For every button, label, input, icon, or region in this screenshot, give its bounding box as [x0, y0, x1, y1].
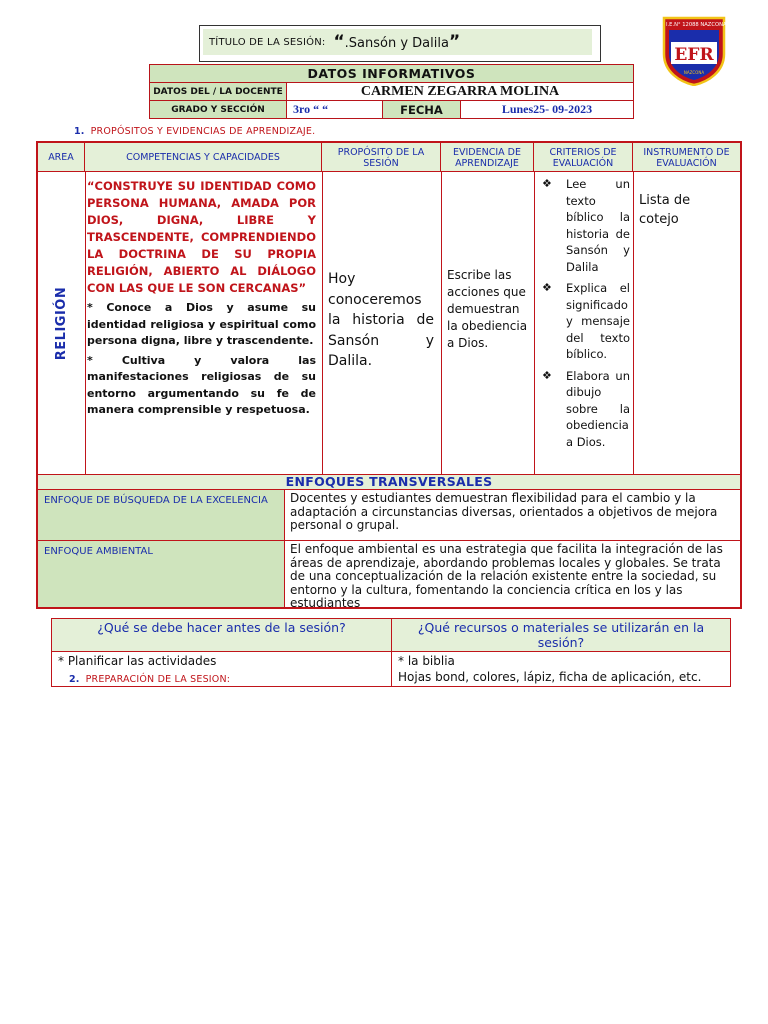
fecha-value: Lunes25- 09-2023: [461, 101, 634, 119]
diamond-bullet-icon: ❖: [542, 368, 552, 382]
diamond-bullet-icon: ❖: [542, 281, 552, 294]
purposes-evidence-table: [36, 141, 742, 609]
session-title-value: [333, 32, 460, 52]
criterio-text: Lee un texto bíblico la historia de Sansón y Dalila: [566, 177, 630, 274]
header-criterios: CRITERIOS DE EVALUACIÓN: [534, 143, 633, 172]
title-quote-close: ”: [448, 32, 461, 52]
evidencia-cell: Escribe las acciones que demuestran la obediencia a Dios.: [447, 268, 528, 350]
header-competencias: COMPETENCIAS Y CAPACIDADES: [85, 143, 322, 172]
section-1-number: 1.: [74, 126, 85, 137]
session-title-box: [199, 25, 601, 62]
logo-top-text: I.E.N° 12088 NAZCONA: [666, 22, 727, 28]
section-2-heading: [69, 674, 230, 685]
column-divider: [633, 172, 634, 474]
competencias-cell: [87, 178, 316, 419]
header-area: AREA: [38, 143, 85, 172]
grado-label: GRADO Y SECCIÓN: [150, 101, 287, 119]
column-divider: [85, 172, 86, 474]
session-title-inner: [203, 29, 592, 55]
capacidad-item: * Cultiva y valora las manifestaciones religiosas de su entorno argumentando su fe de manera comprensible y respetuosa.: [87, 353, 316, 416]
grado-value: 3ro “ “: [287, 101, 383, 119]
header-evidencia: EVIDENCIA DE APRENDIZAJE: [441, 143, 534, 172]
question-before-session: ¿Qué se debe hacer antes de la sesión?: [52, 619, 392, 652]
resource-line: * la biblia: [398, 654, 455, 668]
column-divider: [322, 172, 323, 474]
logo-bottom-text: NAZCONA: [683, 70, 705, 75]
resource-line: Hojas bond, colores, lápiz, ficha de aplicación, etc.: [398, 670, 702, 684]
enfoque-name: ENFOQUE DE BÚSQUEDA DE LA EXCELENCIA: [38, 490, 285, 540]
criterio-item: [538, 368, 630, 451]
header-instrumento: INSTRUMENTO DE EVALUACIÓN: [643, 146, 730, 169]
enfoque-row: [38, 541, 740, 610]
criterio-text: Explica el significado y mensaje del texto bíblico.: [566, 281, 630, 361]
table-header-row: [38, 143, 740, 172]
title-text: .Sansón y Dalila: [344, 36, 449, 51]
datos-heading: DATOS INFORMATIVOS: [150, 65, 634, 83]
title-quote-open: “: [333, 32, 345, 52]
area-cell: [40, 172, 84, 474]
enfoque-description: El enfoque ambiental es una estrategia que facilita la integración de las áreas de aprendizaje, abordando problemas locales y globales. Se trata de una conceptualización de la relación existente entre la sociedad, su entorno y la cultura, fomentando la conciencia crítica en los y las estudiantes: [290, 542, 723, 610]
area-label: RELIGIÓN: [54, 286, 70, 360]
criterio-item: [538, 280, 630, 363]
criterio-item: [538, 176, 630, 275]
fecha-label: FECHA: [383, 101, 461, 119]
datos-informativos-table: [149, 64, 634, 119]
header-proposito: PROPÓSITO DE LA SESIÓN: [322, 143, 441, 172]
criterios-cell: [538, 176, 630, 455]
proposito-cell: Hoy conoceremos la historia de Sansón y Dalila.: [328, 271, 434, 369]
competencia-main: “CONSTRUYE SU IDENTIDAD COMO PERSONA HUMANA, AMADA POR DIOS, DIGNA, LIBRE Y TRASCENDENTE, COMPRENDIENDO LA DOCTRINA DE SU PROPIA RELIGIÓN, ABIERTO AL DIÁLOGO CON LAS QUE LE SON CERCANAS”: [87, 179, 316, 295]
capacidad-item: * Conoce a Dios y asume su identidad religiosa y espiritual como persona digna, libre y trascendente.: [87, 301, 316, 347]
column-divider: [441, 172, 442, 474]
enfoque-name: ENFOQUE AMBIENTAL: [38, 541, 285, 607]
docente-label: DATOS DEL / LA DOCENTE: [150, 83, 287, 101]
answer-resources: [392, 652, 731, 687]
question-resources: ¿Qué recursos o materiales se utilizarán en la sesión?: [392, 619, 731, 652]
section-1-title: PROPÓSITOS Y EVIDENCIAS DE APRENDIZAJE.: [90, 126, 316, 137]
instrumento-cell: Lista de cotejo: [639, 193, 691, 227]
school-logo: [660, 14, 728, 86]
docente-value: CARMEN ZEGARRA MOLINA: [287, 83, 634, 101]
answer-before-session: * Planificar las actividades: [52, 652, 392, 687]
enfoque-description: Docentes y estudiantes demuestran flexibilidad para el cambio y la adaptación a circunstancias diversas, orientados a objetivos de mejora personal o grupal.: [290, 491, 718, 532]
criterio-text: Elabora un dibujo sobre la obediencia a Dios.: [566, 368, 630, 449]
enfoque-row: [38, 490, 740, 541]
section-2-title: PREPARACIÓN DE LA SESION:: [85, 674, 231, 685]
session-title-label: TÍTULO DE LA SESIÓN:: [209, 36, 326, 48]
section-2-number: 2.: [69, 674, 80, 685]
enfoques-heading: ENFOQUES TRANSVERSALES: [38, 474, 740, 490]
section-1-heading: [74, 126, 315, 137]
column-divider: [534, 172, 535, 474]
logo-letters: EFR: [674, 45, 714, 65]
diamond-bullet-icon: ❖: [542, 177, 552, 190]
